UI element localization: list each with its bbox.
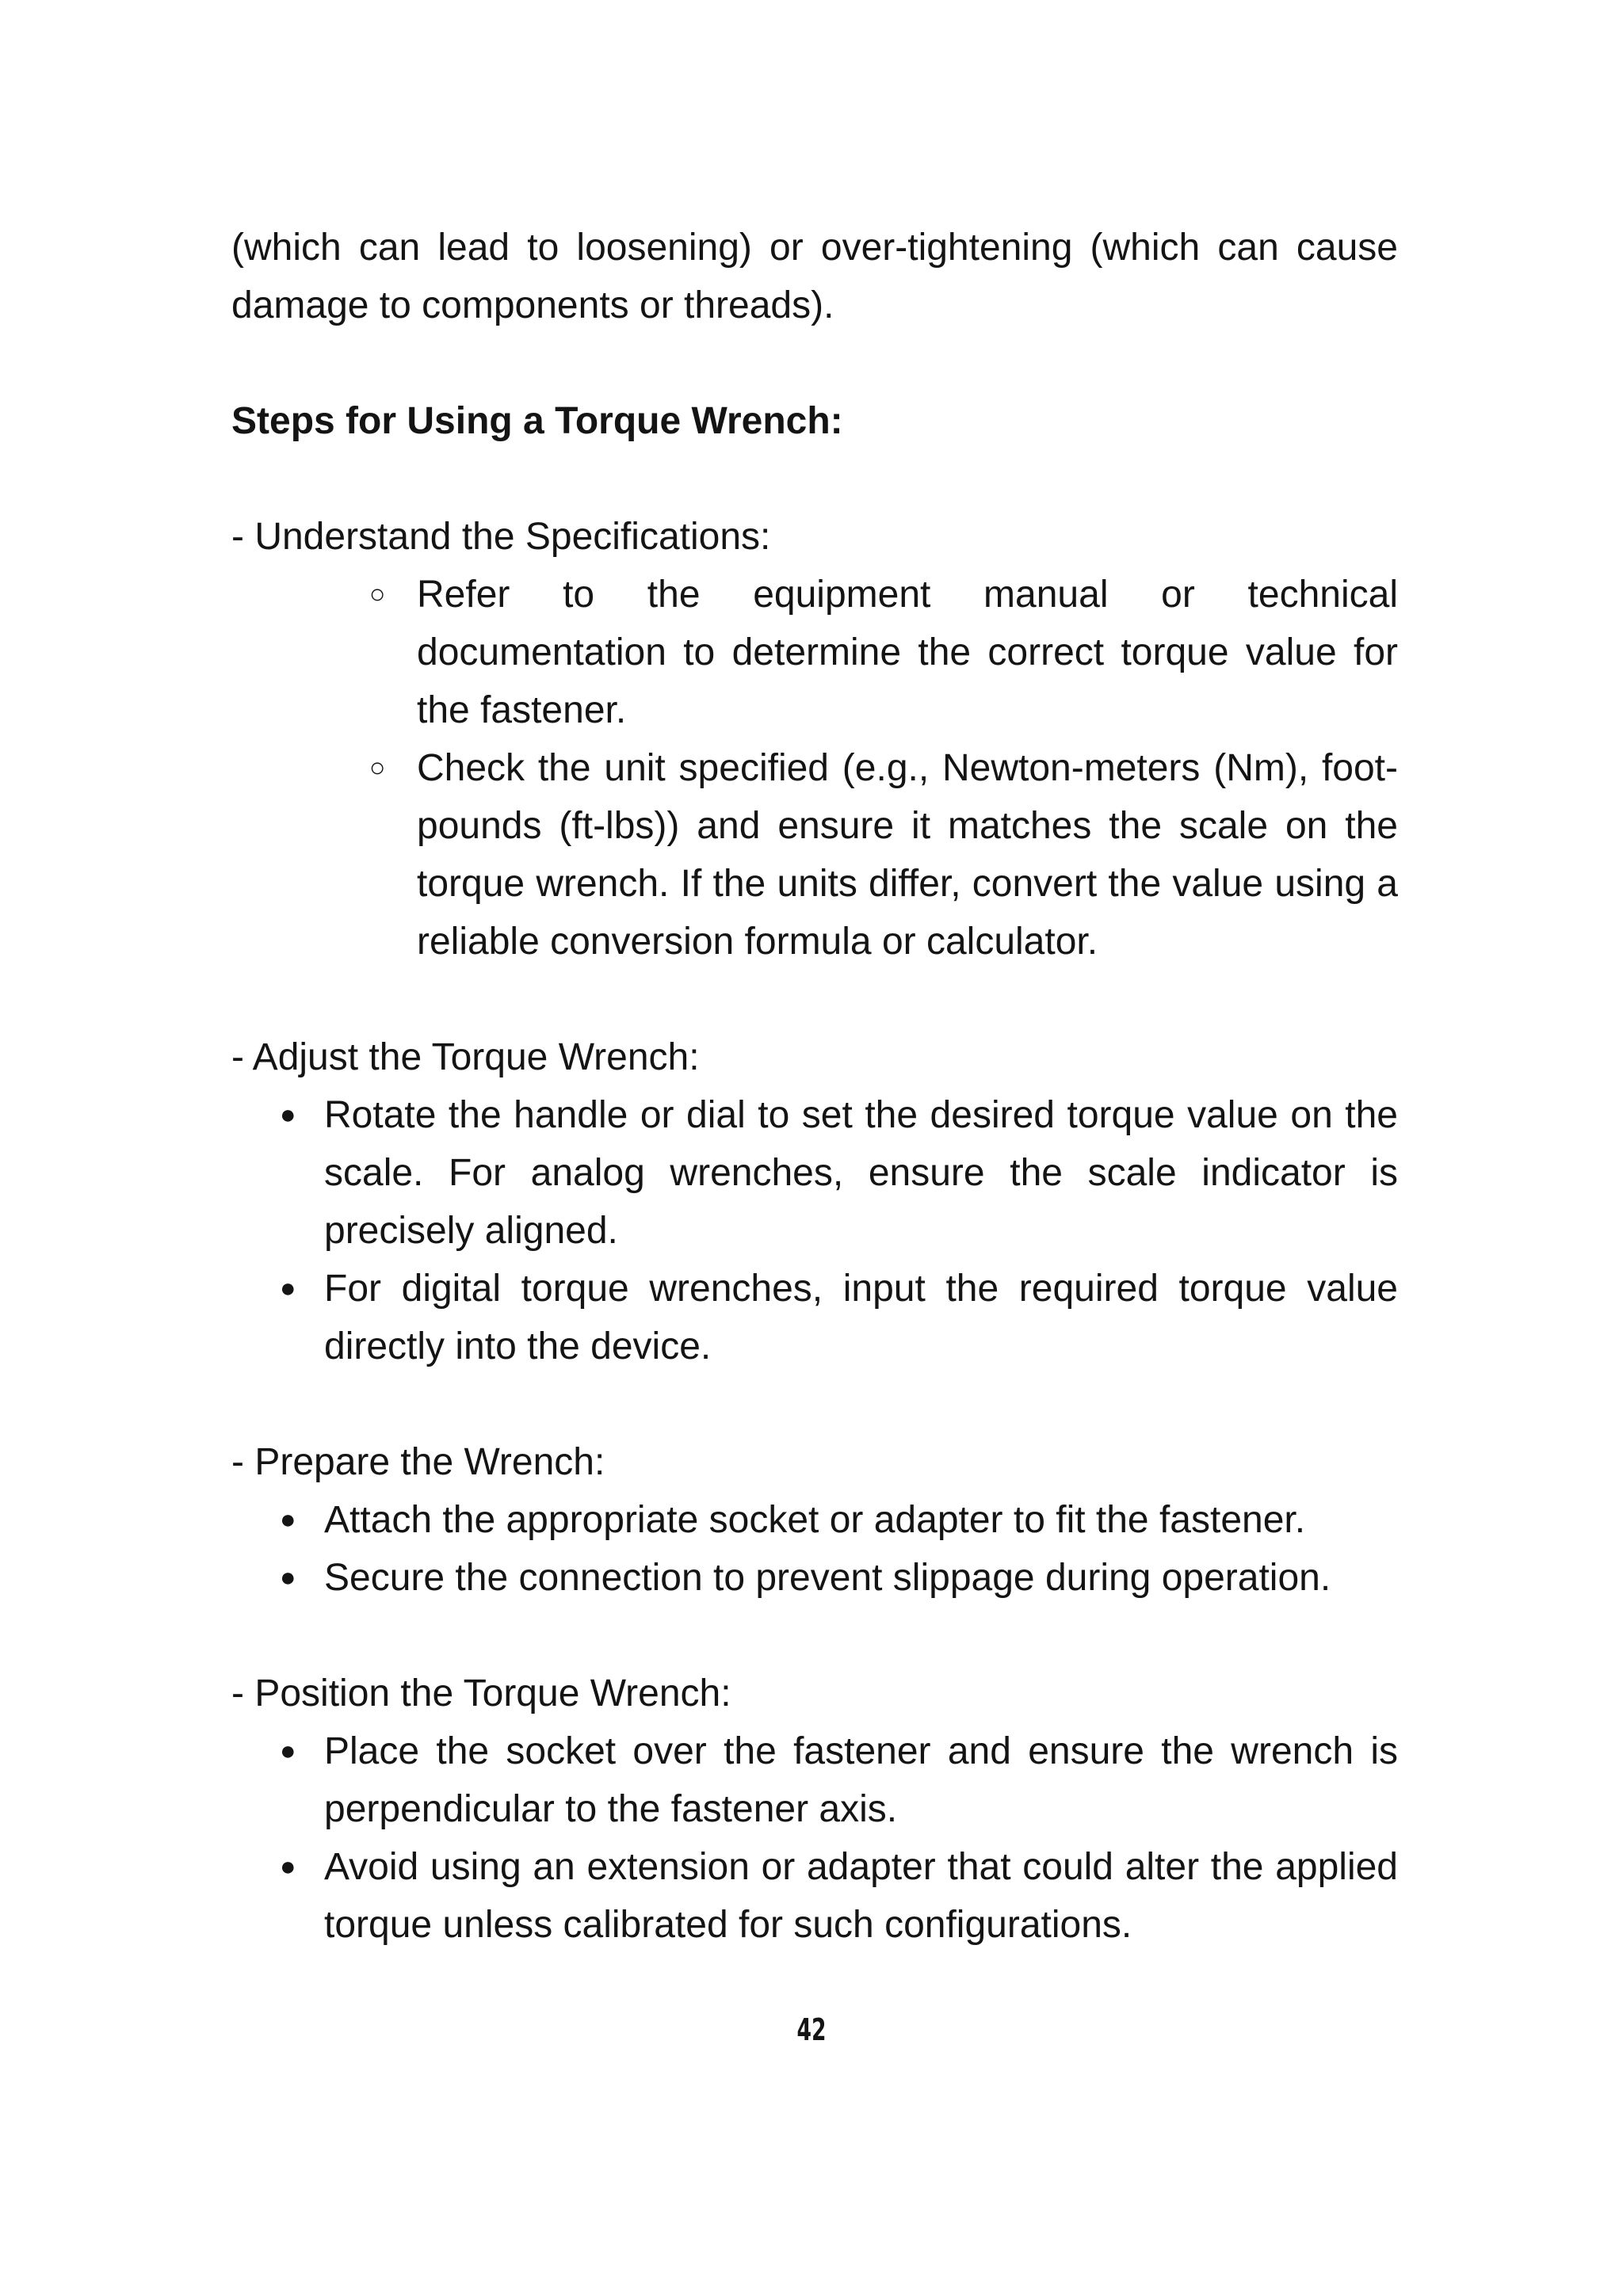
section-heading: Steps for Using a Torque Wrench: bbox=[231, 400, 843, 442]
page-number: 42 bbox=[796, 2012, 827, 2047]
bullet-list bbox=[231, 1086, 1398, 1375]
list-item-text: Attach the appropriate socket or adapter to fit the fastener. bbox=[324, 1499, 1306, 1541]
disc-bullet-icon: ● bbox=[280, 1736, 296, 1766]
list-item-text: Secure the connection to prevent slippage during operation. bbox=[324, 1557, 1331, 1599]
document-page bbox=[231, 219, 1398, 1954]
list-item-text: Place the socket over the fastener and ensure the wrench is perpendicular to the fastener axis. bbox=[324, 1730, 1398, 1830]
section-title: - Prepare the Wrench: bbox=[231, 1441, 605, 1483]
circle-bullet-icon: ○ bbox=[369, 753, 386, 783]
disc-bullet-icon: ● bbox=[280, 1100, 296, 1130]
list-item bbox=[280, 1838, 1398, 1954]
section-prepare-wrench bbox=[231, 1433, 1398, 1607]
list-item bbox=[369, 566, 1398, 739]
bullet-list bbox=[231, 566, 1398, 971]
intro-paragraph: (which can lead to loosening) or over-tightening (which can cause damage to components or threads). bbox=[231, 227, 1398, 326]
bullet-list bbox=[231, 1722, 1398, 1954]
list-item bbox=[280, 1491, 1398, 1549]
circle-bullet-icon: ○ bbox=[369, 579, 386, 609]
list-item-text: Rotate the handle or dial to set the desired torque value on the scale. For analog wrenches, ensure the scale indicator is precisely aligned. bbox=[324, 1094, 1398, 1252]
disc-bullet-icon: ● bbox=[280, 1273, 296, 1303]
section-title: - Understand the Specifications: bbox=[231, 516, 771, 558]
section-adjust-torque-wrench bbox=[231, 1028, 1398, 1375]
list-item-text: Refer to the equipment manual or technical documentation to determine the correct torque value for the fastener. bbox=[417, 574, 1398, 731]
list-item-text: Avoid using an extension or adapter that could alter the applied torque unless calibrated for such configurations. bbox=[324, 1846, 1398, 1946]
list-item bbox=[280, 1549, 1398, 1607]
list-item bbox=[280, 1260, 1398, 1375]
disc-bullet-icon: ● bbox=[280, 1505, 296, 1535]
disc-bullet-icon: ● bbox=[280, 1562, 296, 1592]
section-title: - Adjust the Torque Wrench: bbox=[231, 1036, 700, 1078]
section-position-torque-wrench bbox=[231, 1665, 1398, 1954]
disc-bullet-icon: ● bbox=[280, 1852, 296, 1882]
section-title: - Position the Torque Wrench: bbox=[231, 1672, 731, 1714]
bullet-list bbox=[231, 1491, 1398, 1607]
list-item bbox=[280, 1722, 1398, 1838]
section-understand-specifications bbox=[231, 508, 1398, 971]
list-item bbox=[280, 1086, 1398, 1260]
list-item bbox=[369, 739, 1398, 971]
list-item-text: For digital torque wrenches, input the required torque value directly into the device. bbox=[324, 1268, 1398, 1367]
list-item-text: Check the unit specified (e.g., Newton-meters (Nm), foot-pounds (ft-lbs)) and ensure it matches the scale on the torque wrench. If the units differ, convert the value using a reliable conversion formula or calculator. bbox=[417, 747, 1398, 963]
